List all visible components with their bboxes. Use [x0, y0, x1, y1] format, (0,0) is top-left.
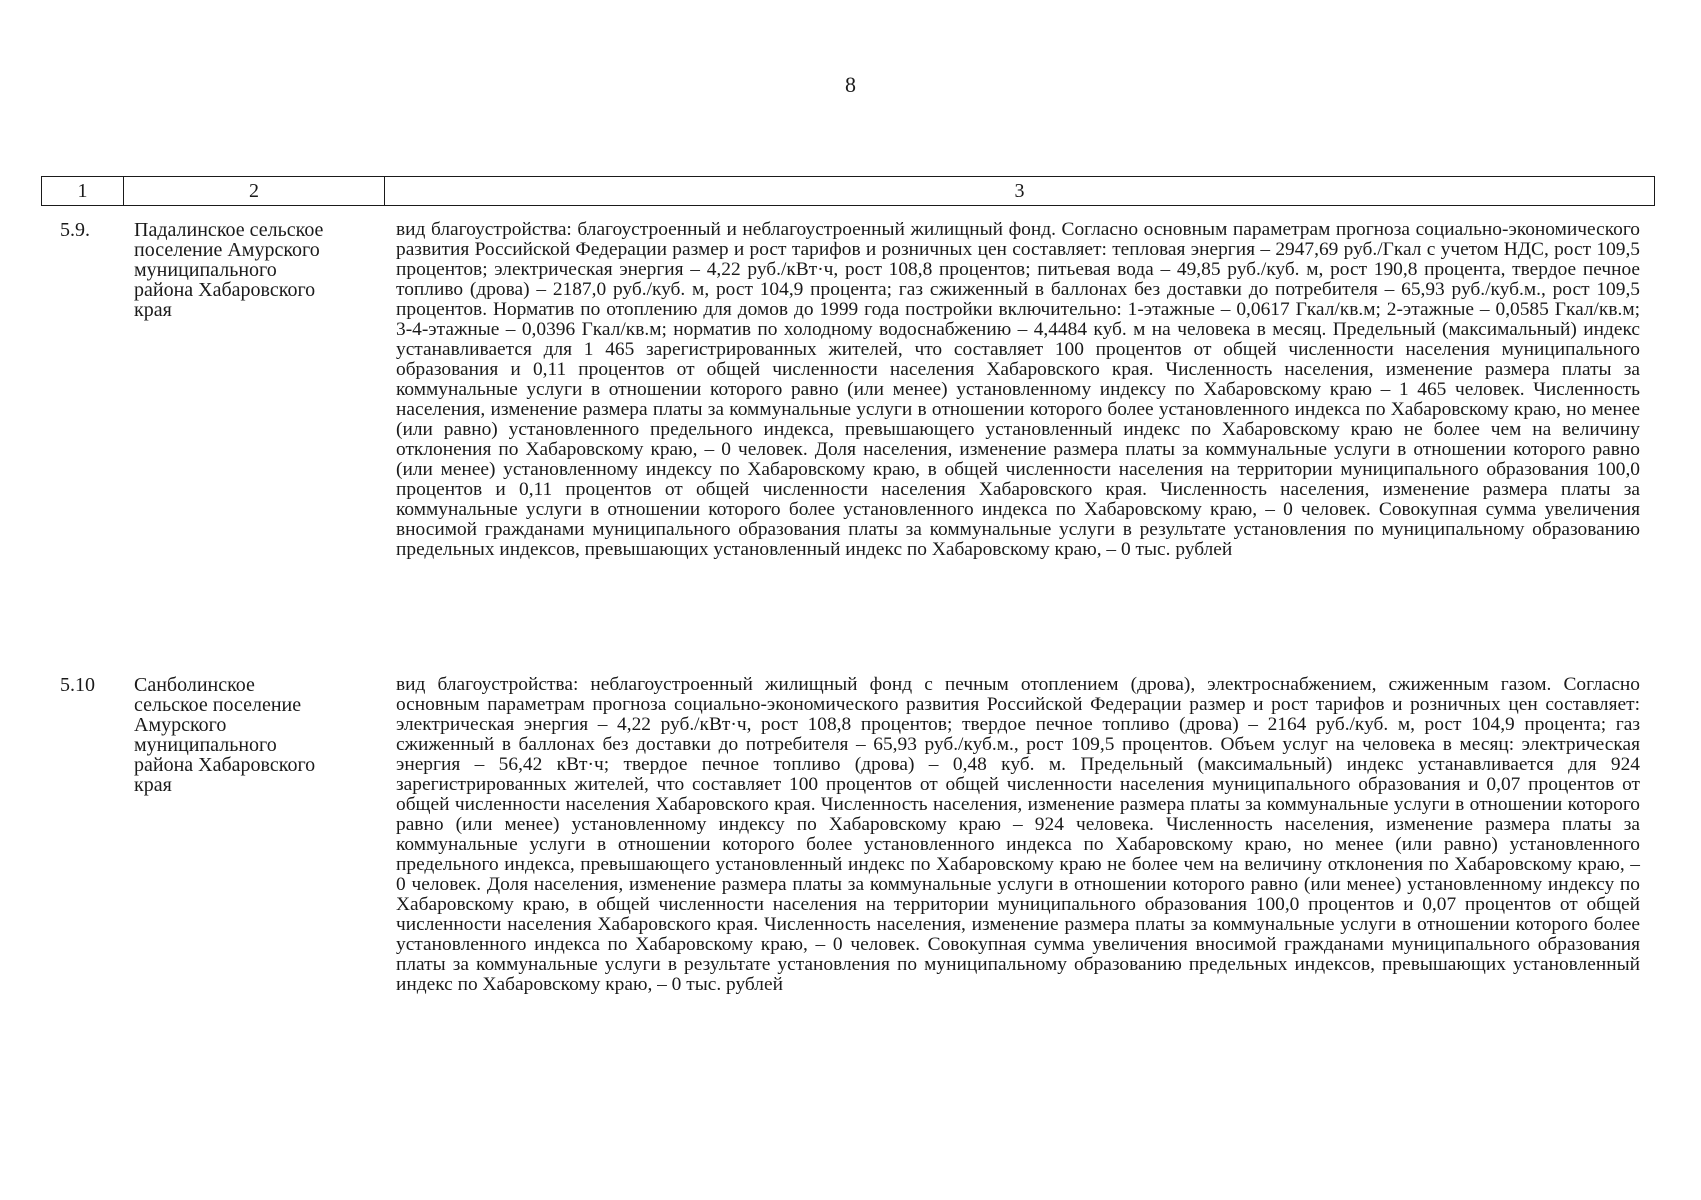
- name-line: края: [134, 774, 172, 796]
- name-line: поселение Амурского: [134, 239, 320, 261]
- row-number: 5.9.: [60, 219, 90, 241]
- header-col-1: 1: [42, 177, 124, 205]
- page-number: 8: [845, 72, 856, 97]
- table-header: [41, 176, 1655, 206]
- row-description: вид благоустройства: неблагоустроенный жилищный фонд с печным отоплением (дрова), электроснабжением, сжиженным газом. Согласно основным параметрам прогноза социально-экономического развития Российской Федерации размер и рост тарифов и розничных цен составляет: электрическая энергия – 4,22 руб./кВт·ч, рост 108,8 процентов; твердое печное топливо (дрова) – 2164 руб./куб. м, рост 104,9 процента; газ сжиженный в баллонах без доставки до потребителя – 65,93 руб./куб.м., рост 109,5 процентов. Объем услуг на человека в месяц: электрическая энергия – 56,42 кВт·ч; твердое печное топливо (дрова) – 0,48 куб. м. Предельный (максимальный) индекс устанавливается для 924 зарегистрированных жителей, что составляет 100 процентов от общей численности населения муниципального образования и 0,07 процентов от общей численности населения Хабаровского края. Численность населения, изменение размера платы за коммунальные услуги в отношении которого равно (или менее) установленному индексу по Хабаровскому краю – 924 человека. Численность населения, изменение размера платы за коммунальные услуги в отношении которого более установленного индекса по Хабаровскому краю, но менее (или равно) установленного предельного индекса, превышающего установленный индекс по Хабаровскому краю не более чем на величину отклонения по Хабаровскому краю, – 0 человек. Доля населения, изменение размера платы за коммунальные услуги в отношении которого равно (или менее) установленному индексу по Хабаровскому краю, в общей численности населения на территории муниципального образования 100,0 процентов и 0,07 процентов от общей численности населения Хабаровского края. Численность населения, изменение размера платы за коммунальные услуги в отношении которого более установленного индекса по Хабаровскому краю, – 0 человек. Совокупная сумма увеличения вносимой гражданами муниципального образования платы за коммунальные услуги в результате установления по муниципальному образованию предельных индексов, превышающих установленный индекс по Хабаровскому краю, – 0 тыс. рублей: [396, 674, 1640, 995]
- name-line: Падалинское сельское: [134, 219, 324, 241]
- name-line: Амурского: [134, 714, 227, 736]
- name-line: муниципального: [134, 259, 277, 281]
- municipality-name: [134, 675, 374, 795]
- name-line: сельское поселение: [134, 694, 302, 716]
- header-col-2: 2: [124, 177, 385, 205]
- row-description: вид благоустройства: благоустроенный и неблагоустроенный жилищный фонд. Согласно основным параметрам прогноза социально-экономического развития Российской Федерации размер и рост тарифов и розничных цен составляет: тепловая энергия – 2947,69 руб./Гкал с учетом НДС, рост 109,5 процентов; электрическая энергия – 4,22 руб./кВт·ч, рост 108,8 процентов; питьевая вода – 49,85 руб./куб. м, рост 190,8 процента, твердое печное топливо (дрова) – 2187,0 руб./куб. м, рост 104,9 процента; газ сжиженный в баллонах без доставки до потребителя – 65,93 руб./куб.м., рост 109,5 процентов. Норматив по отоплению для домов до 1999 года постройки включительно: 1-этажные – 0,0617 Гкал/кв.м; 2-этажные – 0,0585 Гкал/кв.м; 3-4-этажные – 0,0396 Гкал/кв.м; норматив по холодному водоснабжению – 4,4484 куб. м на человека в месяц. Предельный (максимальный) индекс устанавливается для 1 465 зарегистрированных жителей, что составляет 100 процентов от общей численности населения муниципального образования и 0,11 процентов от общей численности населения Хабаровского края. Численность населения, изменение размера платы за коммунальные услуги в отношении которого равно (или менее) установленному индексу по Хабаровскому краю – 1 465 человек. Численность населения, изменение размера платы за коммунальные услуги в отношении которого более установленного индекса по Хабаровскому краю, но менее (или равно) установленного предельного индекса, превышающего установленный индекс по Хабаровскому краю не более чем на величину отклонения по Хабаровскому краю, – 0 человек. Доля населения, изменение размера платы за коммунальные услуги в отношении которого равно (или менее) установленному индексу по Хабаровскому краю, в общей численности населения на территории муниципального образования 100,0 процентов и 0,11 процентов от общей численности населения Хабаровского края. Численность населения, изменение размера платы за коммунальные услуги в отношении которого более установленного индекса по Хабаровскому краю, – 0 человек. Совокупная сумма увеличения вносимой гражданами муниципального образования платы за коммунальные услуги в результате установления по муниципальному образованию предельных индексов, превышающих установленный индекс по Хабаровскому краю, – 0 тыс. рублей: [396, 219, 1640, 560]
- municipality-name: [134, 220, 374, 320]
- name-line: района Хабаровского: [134, 279, 316, 301]
- name-line: муниципального: [134, 734, 277, 756]
- name-line: края: [134, 299, 172, 321]
- name-line: Санболинское: [134, 674, 255, 696]
- header-col-3: 3: [1014, 179, 1025, 202]
- row-number: 5.10: [60, 674, 95, 696]
- name-line: района Хабаровского: [134, 754, 316, 776]
